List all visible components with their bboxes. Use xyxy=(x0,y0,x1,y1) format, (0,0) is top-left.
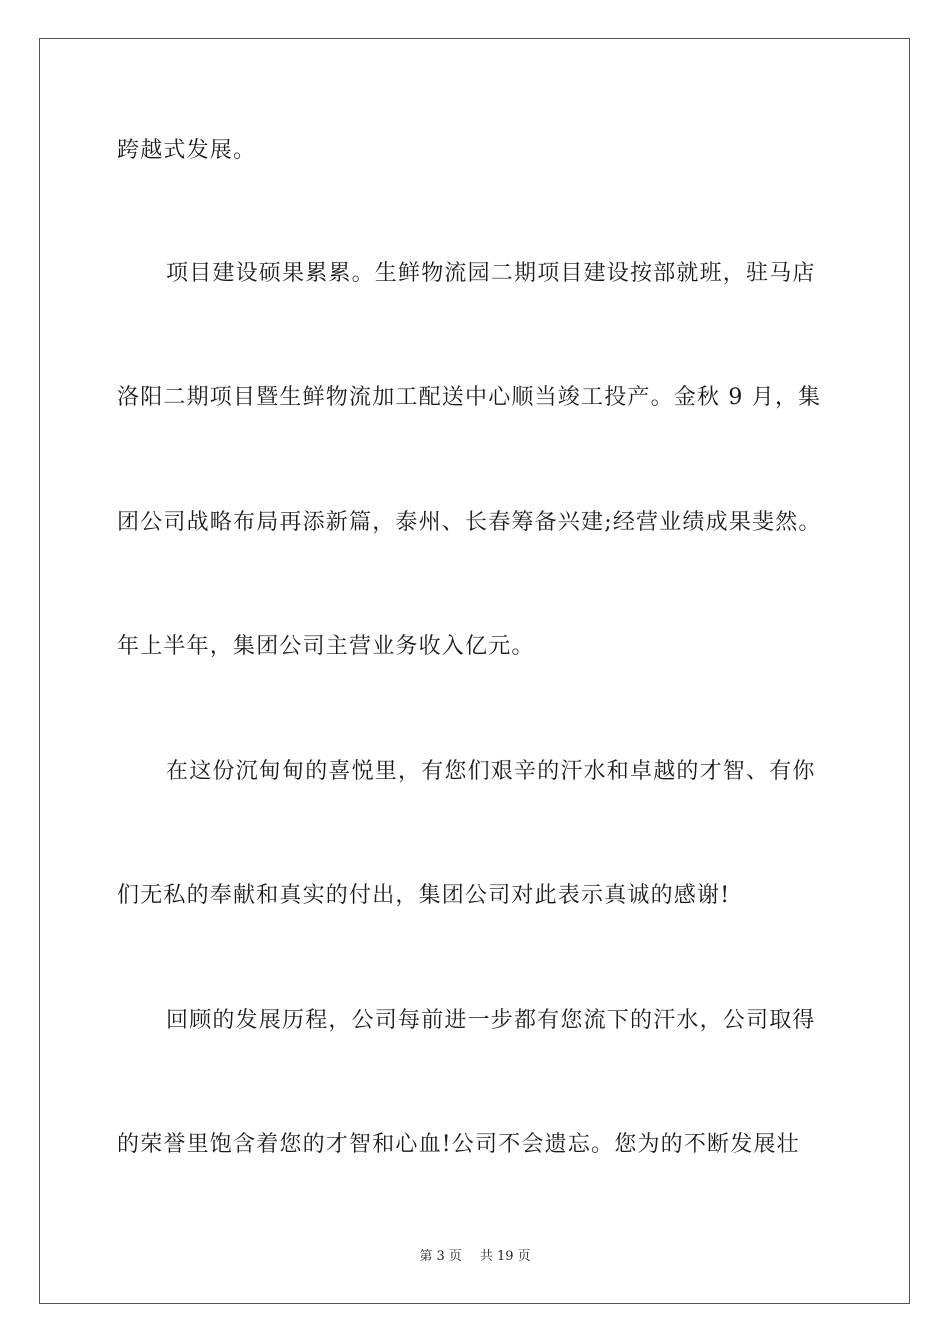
paragraph-line-5: 年上半年，集团公司主营业务收入亿元。 xyxy=(117,634,535,659)
paragraph-line-6: 在这份沉甸甸的喜悦里，有您们艰辛的汗水和卓越的才智、有你 xyxy=(166,759,816,784)
page-border xyxy=(39,38,910,1304)
paragraph-line-1: 跨越式发展。 xyxy=(117,138,257,163)
page-number: 第 3 页 xyxy=(419,1249,462,1264)
total-pages: 共 19 页 xyxy=(479,1249,531,1264)
paragraph-line-2: 项目建设硕果累累。生鲜物流园二期项目建设按部就班，驻马店 xyxy=(166,261,816,286)
paragraph-line-4: 团公司战略布局再添新篇，泰州、长春筹备兴建;经营业绩成果斐然。 xyxy=(117,510,822,535)
paragraph-line-9: 的荣誉里饱含着您的才智和心血!公司不会遗忘。您为的不断发展壮 xyxy=(117,1132,800,1157)
paragraph-line-7: 们无私的奉献和真实的付出，集团公司对此表示真诚的感谢! xyxy=(117,883,731,908)
paragraph-line-3: 洛阳二期项目暨生鲜物流加工配送中心顺当竣工投产。金秋 9 月，集 xyxy=(117,385,822,410)
paragraph-line-8: 回顾的发展历程，公司每前进一步都有您流下的汗水，公司取得 xyxy=(166,1008,816,1033)
page-footer xyxy=(0,1248,950,1266)
